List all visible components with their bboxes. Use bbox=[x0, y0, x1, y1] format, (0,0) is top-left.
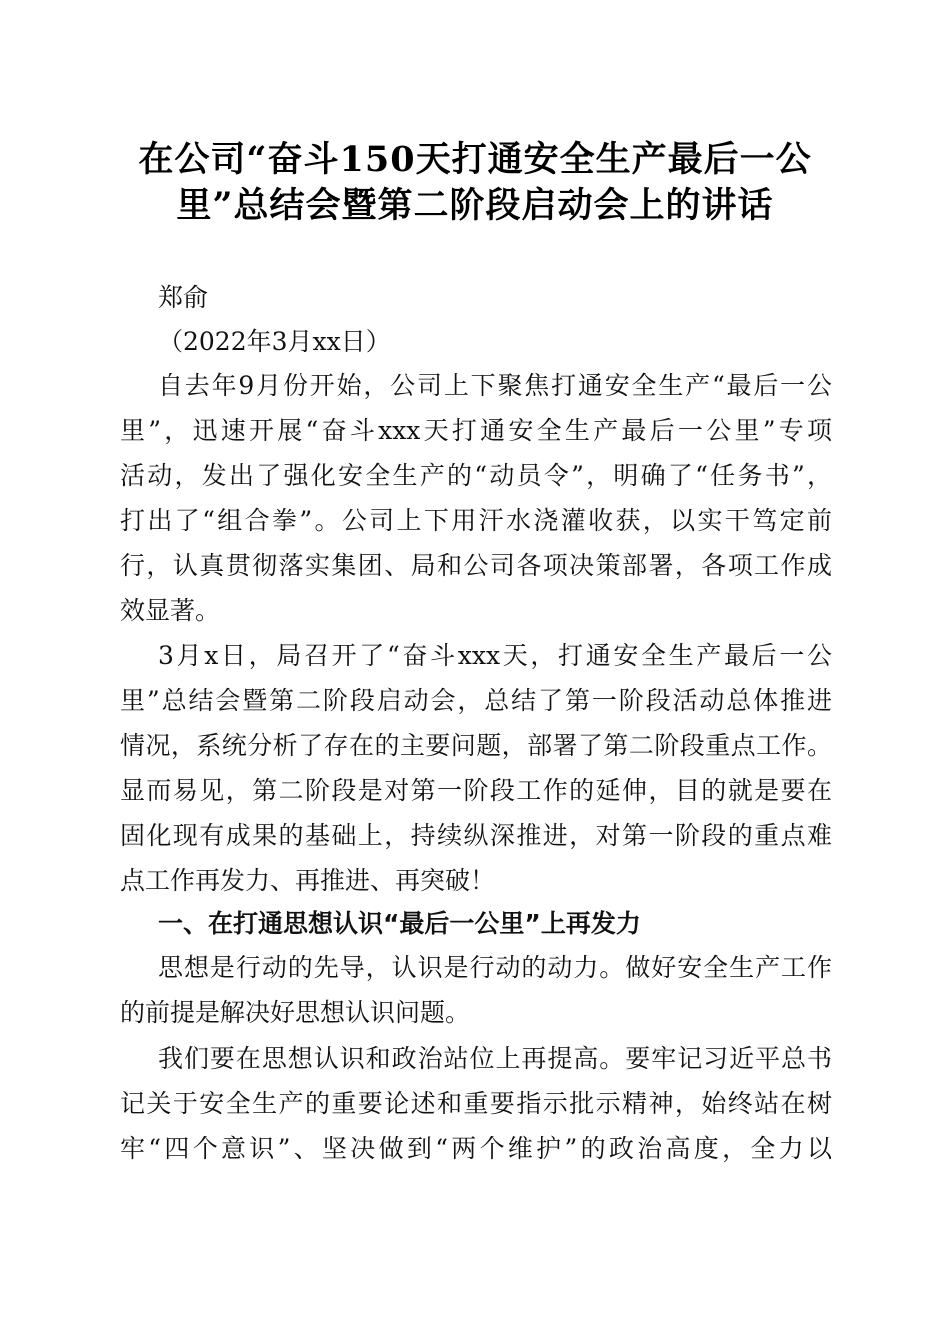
paragraph-3-line: 的前提是解决好思想认识问题。 bbox=[120, 998, 471, 1027]
document-title-line-1: 在公司“奋斗150天打通安全生产最后一公 bbox=[138, 139, 812, 180]
paragraph-1-line: 自去年9月份开始，公司上下聚焦打通安全生产“最后一公 bbox=[158, 371, 832, 400]
paragraph-1-line: 打出了“组合拳”。公司上下用汗水浇灌收获，以实干笃定前 bbox=[120, 506, 832, 535]
paragraph-1-line: 行，认真贯彻落实集团、局和公司各项决策部署，各项工作成 bbox=[120, 551, 832, 580]
paragraph-1-line: 里”，迅速开展“奋斗xxx天打通安全生产最后一公里”专项 bbox=[120, 416, 832, 445]
section-heading-1: 一、在打通思想认识“最后一公里”上再发力 bbox=[158, 909, 641, 938]
paragraph-2-line: 固化现有成果的基础上，持续纵深推进，对第一阶段的重点难 bbox=[120, 821, 832, 850]
speech-date: （2022年3月xx日） bbox=[158, 327, 391, 356]
document-title-line-2: 里”总结会暨第二阶段启动会上的讲话 bbox=[176, 185, 774, 226]
paragraph-4-line: 记关于安全生产的重要论述和重要指示批示精神，始终站在树 bbox=[120, 1089, 832, 1118]
paragraph-1-line: 效显著。 bbox=[120, 596, 221, 625]
paragraph-2-line: 点工作再发力、再推进、再突破！ bbox=[120, 866, 496, 895]
paragraph-4-line: 我们要在思想认识和政治站位上再提高。要牢记习近平总书 bbox=[158, 1044, 832, 1073]
paragraph-2-line: 情况，系统分析了存在的主要问题，部署了第二阶段重点工作。 bbox=[120, 731, 832, 760]
paragraph-4-line: 牢“四个意识”、坚决做到“两个维护”的政治高度，全力以 bbox=[120, 1134, 832, 1163]
paragraph-2-line: 显而易见，第二阶段是对第一阶段工作的延伸，目的就是要在 bbox=[120, 776, 832, 805]
paragraph-1-line: 活动，发出了强化安全生产的“动员令”，明确了“任务书”， bbox=[120, 461, 832, 490]
author-name: 郑俞 bbox=[158, 283, 209, 312]
paragraph-2-line: 里”总结会暨第二阶段启动会，总结了第一阶段活动总体推进 bbox=[120, 686, 832, 715]
paragraph-2-line: 3月x日，局召开了“奋斗xxx天，打通安全生产最后一公 bbox=[158, 641, 832, 670]
paragraph-3-line: 思想是行动的先导，认识是行动的动力。做好安全生产工作 bbox=[158, 953, 832, 982]
